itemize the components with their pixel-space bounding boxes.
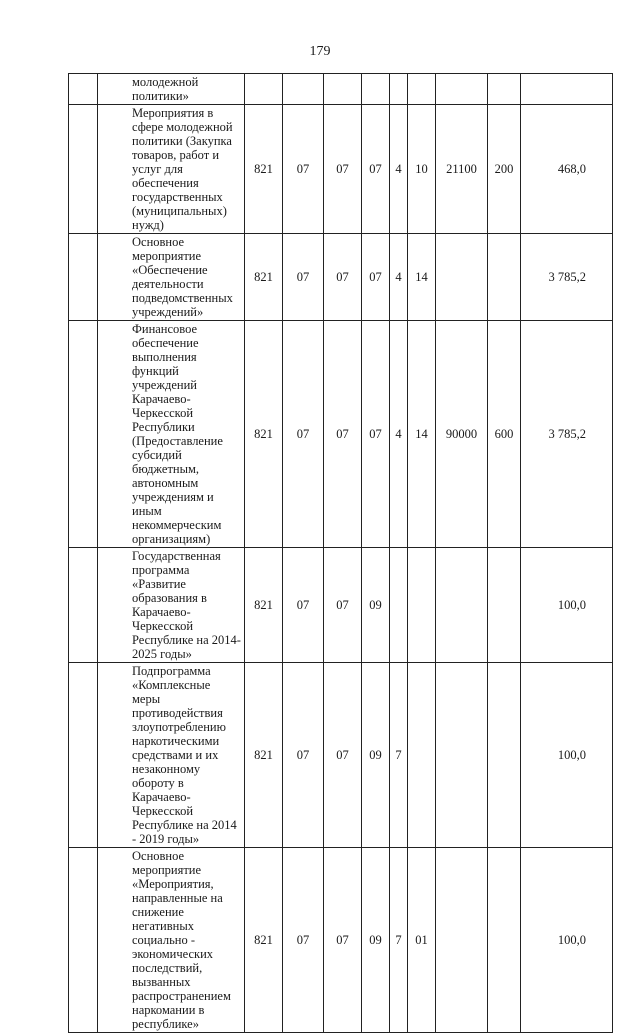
blank-cell xyxy=(69,74,98,105)
subprogram-cell xyxy=(390,548,408,663)
subprogram-cell xyxy=(390,74,408,105)
direction-cell: 01 xyxy=(408,848,436,1033)
expense-type-cell xyxy=(488,234,521,321)
blank-cell xyxy=(69,848,98,1033)
table-row xyxy=(69,234,613,321)
row-name-cell: Государственная программа «Развитие образования в Карачаево-Черкесской Республике на 2014-2025 годы» xyxy=(98,548,245,663)
program-cell: 07 xyxy=(362,105,390,234)
subsection-cell: 07 xyxy=(324,663,362,848)
target-cell xyxy=(436,234,488,321)
subsection-cell: 07 xyxy=(324,105,362,234)
expense-type-cell xyxy=(488,848,521,1033)
budget-table xyxy=(68,73,613,1033)
section-cell: 07 xyxy=(283,234,324,321)
subsection-cell: 07 xyxy=(324,548,362,663)
subprogram-cell: 4 xyxy=(390,105,408,234)
code-cell: 821 xyxy=(245,848,283,1033)
expense-type-cell: 200 xyxy=(488,105,521,234)
section-cell: 07 xyxy=(283,105,324,234)
section-cell: 07 xyxy=(283,548,324,663)
table-row xyxy=(69,321,613,548)
target-cell xyxy=(436,848,488,1033)
program-cell: 07 xyxy=(362,321,390,548)
page-number: 179 xyxy=(309,44,331,59)
row-name-cell: Основное мероприятие «Мероприятия, направленные на снижение негативных социально - экономических последствий, вызванных распространением наркомании в республике» xyxy=(98,848,245,1033)
section-cell xyxy=(283,74,324,105)
direction-cell xyxy=(408,74,436,105)
amount-cell: 3 785,2 xyxy=(521,321,613,548)
row-name-cell: Финансовое обеспечение выполнения функций учреждений Карачаево-Черкесской Республики (Предоставление субсидий бюджетным, автономным учреждениям и иным некоммерческим организациям) xyxy=(98,321,245,548)
code-cell xyxy=(245,74,283,105)
subsection-cell xyxy=(324,74,362,105)
subprogram-cell: 4 xyxy=(390,321,408,548)
code-cell: 821 xyxy=(245,321,283,548)
table-row xyxy=(69,848,613,1033)
amount-cell: 100,0 xyxy=(521,848,613,1033)
direction-cell: 14 xyxy=(408,234,436,321)
subsection-cell: 07 xyxy=(324,234,362,321)
subsection-cell: 07 xyxy=(324,848,362,1033)
blank-cell xyxy=(69,663,98,848)
table-row xyxy=(69,548,613,663)
expense-type-cell: 600 xyxy=(488,321,521,548)
code-cell: 821 xyxy=(245,548,283,663)
blank-cell xyxy=(69,234,98,321)
row-name-cell: Основное мероприятие «Обеспечение деятельности подведомственных учреждений» xyxy=(98,234,245,321)
subsection-cell: 07 xyxy=(324,321,362,548)
row-name-cell: Подпрограмма «Комплексные меры противодействия злоупотреблению наркотическими средствами и их незаконному обороту в Карачаево-Черкесской Республике на 2014 - 2019 годы» xyxy=(98,663,245,848)
blank-cell xyxy=(69,105,98,234)
section-cell: 07 xyxy=(283,663,324,848)
subprogram-cell: 7 xyxy=(390,848,408,1033)
table-row xyxy=(69,663,613,848)
program-cell xyxy=(362,74,390,105)
code-cell: 821 xyxy=(245,105,283,234)
blank-cell xyxy=(69,321,98,548)
table-row xyxy=(69,105,613,234)
row-name-cell: молодежной политики» xyxy=(98,74,245,105)
program-cell: 07 xyxy=(362,234,390,321)
program-cell: 09 xyxy=(362,848,390,1033)
amount-cell xyxy=(521,74,613,105)
target-cell: 90000 xyxy=(436,321,488,548)
amount-cell: 3 785,2 xyxy=(521,234,613,321)
code-cell: 821 xyxy=(245,663,283,848)
expense-type-cell xyxy=(488,548,521,663)
expense-type-cell xyxy=(488,74,521,105)
code-cell: 821 xyxy=(245,234,283,321)
subprogram-cell: 7 xyxy=(390,663,408,848)
program-cell: 09 xyxy=(362,548,390,663)
subprogram-cell: 4 xyxy=(390,234,408,321)
section-cell: 07 xyxy=(283,848,324,1033)
table-row xyxy=(69,74,613,105)
blank-cell xyxy=(69,548,98,663)
amount-cell: 468,0 xyxy=(521,105,613,234)
section-cell: 07 xyxy=(283,321,324,548)
direction-cell xyxy=(408,548,436,663)
program-cell: 09 xyxy=(362,663,390,848)
target-cell xyxy=(436,74,488,105)
direction-cell: 10 xyxy=(408,105,436,234)
direction-cell: 14 xyxy=(408,321,436,548)
amount-cell: 100,0 xyxy=(521,548,613,663)
target-cell xyxy=(436,548,488,663)
row-name-cell: Мероприятия в сфере молодежной политики (Закупка товаров, работ и услуг для обеспечения государственных (муниципальных) нужд) xyxy=(98,105,245,234)
expense-type-cell xyxy=(488,663,521,848)
target-cell: 21100 xyxy=(436,105,488,234)
amount-cell: 100,0 xyxy=(521,663,613,848)
direction-cell xyxy=(408,663,436,848)
target-cell xyxy=(436,663,488,848)
